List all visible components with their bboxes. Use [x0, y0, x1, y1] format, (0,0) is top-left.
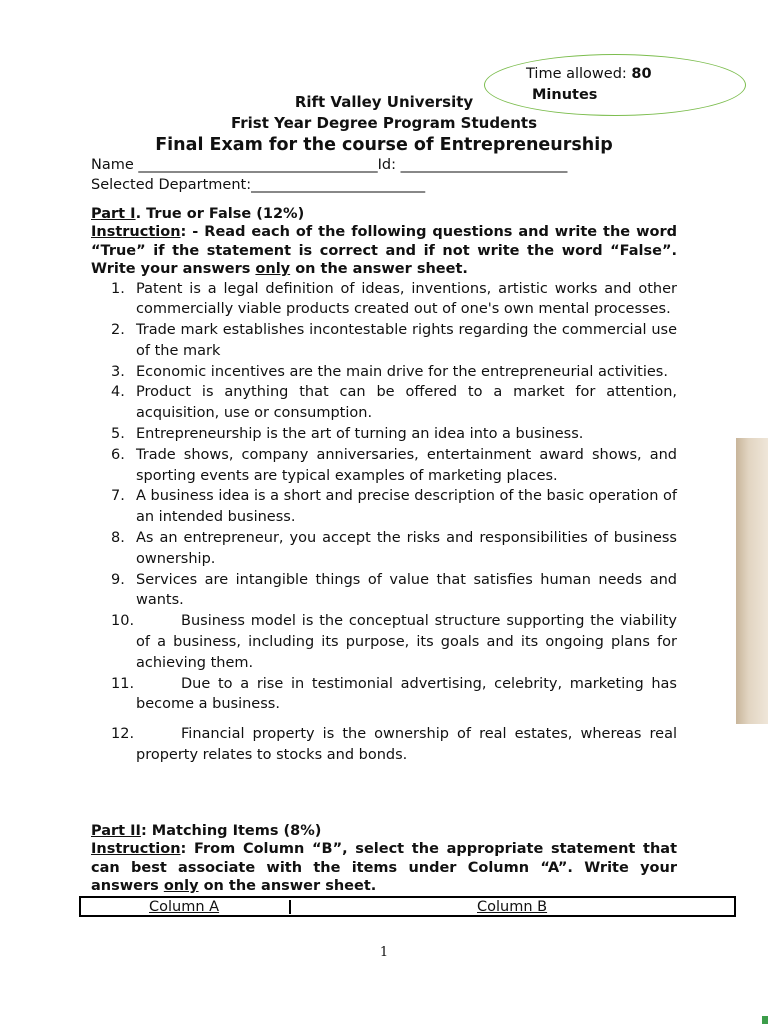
question-text: Business model is the conceptual structure supporting the viability of a business, including its purpose, its goals and its ongoing plans for achieving them.: [136, 613, 677, 671]
part1-instruction-label: Instruction: [91, 224, 181, 240]
question-text: Trade mark establishes incontestable rights regarding the commercial use of the mark: [136, 322, 677, 359]
question-item: [91, 424, 677, 445]
question-text: As an entrepreneur, you accept the risks and responsibilities of business ownership.: [136, 530, 677, 567]
question-text: A business idea is a short and precise description of the basic operation of an intended business.: [136, 488, 677, 526]
part1-instruction: [91, 223, 677, 279]
question-item: [91, 445, 677, 487]
program-name: Frist Year Degree Program Students: [230, 114, 538, 132]
question-item: [91, 570, 677, 612]
question-item: [91, 362, 677, 383]
question-number: 4.: [111, 384, 125, 401]
question-number: 5.: [111, 426, 125, 443]
time-label: Time allowed:: [526, 66, 627, 82]
question-text: Economic incentives are the main drive for the entrepreneurial activities.: [136, 363, 668, 380]
question-item: [91, 486, 677, 528]
question-item: [91, 279, 677, 321]
part2-title-prefix: Part II: [91, 823, 141, 839]
column-b-header: Column B: [477, 899, 548, 915]
question-number: 10.: [111, 613, 135, 630]
question-number: 9.: [111, 571, 125, 588]
part2-instruction-label: Instruction: [91, 841, 181, 857]
part1-title-prefix: Part I: [91, 206, 136, 222]
time-value: 80: [631, 66, 652, 82]
part1-instruction-text-b: on the answer sheet.: [290, 261, 468, 277]
question-text: Product is anything that can be offered to a market for attention, acquisition, use or consumption.: [136, 384, 677, 422]
side-photo-fragment: [736, 438, 768, 724]
question-number: 8.: [111, 530, 125, 547]
part2-title-rest: : Matching Items (8%): [140, 823, 322, 839]
question-number: 3.: [111, 363, 125, 380]
university-name: Rift Valley University: [294, 93, 474, 111]
part1-title: [91, 205, 677, 223]
question-number: 1.: [111, 280, 125, 297]
part2-instruction-text-a: : From Column “B”, select the appropriate statement that can best associate with the items under Column “A”. Write your answers: [91, 841, 677, 894]
question-number: 2.: [111, 322, 125, 339]
part1-instruction-text-a: : - Read each of the following questions and write the word “True” if the statement is correct and if not write the word “False”. Write your answers: [91, 224, 677, 277]
part2-instruction: [91, 840, 677, 896]
department-line: Selected Department:________________________: [91, 177, 426, 193]
question-text: Services are intangible things of value that satisfies human needs and wants.: [136, 571, 677, 609]
question-text: Trade shows, company anniversaries, entertainment award shows, and sporting events are typical examples of marketing places.: [136, 446, 677, 484]
question-number: 6.: [111, 446, 125, 463]
question-text: Financial property is the ownership of real estates, whereas real property relates to stocks and bonds.: [136, 726, 677, 764]
question-text: Due to a rise in testimonial advertising, celebrity, marketing has become a business.: [136, 675, 677, 713]
question-text: Entrepreneurship is the art of turning an idea into a business.: [136, 426, 584, 443]
part2-instruction-text-b: on the answer sheet.: [198, 878, 377, 894]
exam-title: Final Exam for the course of Entrepreneurship: [155, 135, 613, 155]
question-item: [91, 528, 677, 570]
part2-instruction-only: only: [163, 878, 199, 894]
question-text: Patent is a legal definition of ideas, inventions, artistic works and other commercially viable products created out of one's own mental processes.: [136, 280, 677, 318]
question-number: 12.: [111, 726, 135, 743]
question-number: 11.: [111, 675, 135, 692]
page-number: 1: [379, 945, 389, 960]
question-item: [91, 611, 677, 673]
part1-section: [91, 205, 677, 766]
name-id-line: Name _________________________________Id: _______________________: [91, 157, 568, 173]
question-item: [91, 724, 677, 766]
question-item: [91, 320, 677, 362]
part1-instruction-only: only: [255, 261, 291, 277]
part1-title-rest: . True or False (12%): [135, 206, 305, 222]
column-divider: [289, 900, 291, 914]
question-item: [91, 382, 677, 424]
question-list: [91, 279, 677, 766]
matching-table-header: [79, 896, 736, 917]
part2-section: [91, 822, 677, 896]
column-a-header: Column A: [149, 899, 220, 915]
question-number: 7.: [111, 488, 125, 505]
corner-mark: [762, 1016, 768, 1024]
question-item: [91, 674, 677, 716]
time-unit: Minutes: [532, 87, 598, 103]
part2-title: [91, 822, 677, 840]
